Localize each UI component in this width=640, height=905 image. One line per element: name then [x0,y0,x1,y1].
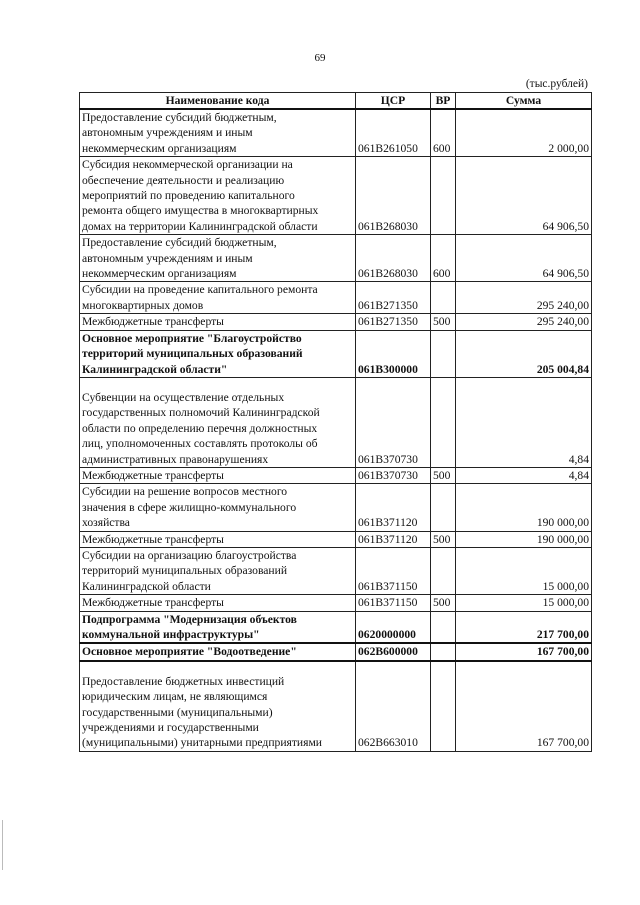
csr-cell: 061B370730 [356,377,431,467]
table-row [80,531,592,547]
csr-cell: 061B371120 [356,531,431,547]
sum-cell: 15 000,00 [456,595,592,611]
vr-cell [431,282,456,314]
name-cell: Предоставление бюджетных инвестиций юридическим лицам, не являющимся государственными (муниципальными) учреждениями и государственными (муниципальными) унитарными предприятиями [80,661,356,752]
budget-table [79,92,592,752]
name-cell: Основное мероприятие "Благоустройство территорий муниципальных образований Калининградской области" [80,330,356,377]
page-number: 69 [314,52,326,64]
vr-cell: 500 [431,531,456,547]
header-sum: Сумма [456,93,592,110]
vr-cell: 500 [431,595,456,611]
csr-cell: 061B261050 [356,109,431,157]
vr-cell: 500 [431,467,456,483]
csr-cell: 0620000000 [356,611,431,643]
csr-cell: 062B600000 [356,643,431,660]
vr-cell [431,330,456,377]
name-cell: Подпрограмма "Модернизация объектов коммунальной инфраструктуры" [80,611,356,643]
table-row [80,547,592,594]
header-vr: ВР [431,93,456,110]
sum-cell: 190 000,00 [456,484,592,531]
sum-cell: 2 000,00 [456,109,592,157]
csr-cell: 061B371120 [356,484,431,531]
csr-cell: 061B271350 [356,282,431,314]
name-cell: Субсидии на проведение капитального ремонта многоквартирных домов [80,282,356,314]
name-cell: Субсидии на организацию благоустройства территорий муниципальных образований Калининградской области [80,547,356,594]
name-cell: Межбюджетные трансферты [80,314,356,330]
sum-cell: 64 906,50 [456,157,592,235]
sum-cell: 190 000,00 [456,531,592,547]
table-row [80,235,592,282]
table-row [80,611,592,643]
table-row [80,467,592,483]
vr-cell [431,611,456,643]
table-header-row [80,93,592,110]
sum-cell: 217 700,00 [456,611,592,643]
table-row [80,282,592,314]
csr-cell: 061B371150 [356,547,431,594]
csr-cell: 062B663010 [356,661,431,752]
vr-cell [431,661,456,752]
sum-cell: 205 004,84 [456,330,592,377]
csr-cell: 061B370730 [356,467,431,483]
vr-cell [431,157,456,235]
csr-cell: 061B268030 [356,157,431,235]
vr-cell [431,547,456,594]
table-row [80,595,592,611]
header-name: Наименование кода [80,93,356,110]
sum-cell: 64 906,50 [456,235,592,282]
vr-cell [431,484,456,531]
vr-cell: 600 [431,109,456,157]
units-label: (тыс.рублей) [525,78,588,90]
table-row [80,314,592,330]
name-cell: Субсидия некоммерческой организации на обеспечение деятельности и реализацию мероприятий по проведению капитального ремонта общего имущества в многоквартирных домах на территории Калининградской области [80,157,356,235]
csr-cell: 061B300000 [356,330,431,377]
sum-cell: 167 700,00 [456,661,592,752]
margin-mark [2,820,3,870]
sum-cell: 167 700,00 [456,643,592,660]
table-body [80,109,592,751]
name-cell: Субвенции на осуществление отдельных государственных полномочий Калининградской области по определению перечня должностных лиц, уполномоченных составлять протоколы об административных правонарушениях [80,377,356,467]
name-cell: Межбюджетные трансферты [80,531,356,547]
csr-cell: 061B268030 [356,235,431,282]
name-cell: Основное мероприятие "Водоотведение" [80,643,356,660]
table-row [80,330,592,377]
vr-cell [431,377,456,467]
sum-cell: 4,84 [456,467,592,483]
name-cell: Межбюджетные трансферты [80,595,356,611]
csr-cell: 061B271350 [356,314,431,330]
name-cell: Предоставление субсидий бюджетным, автономным учреждениям и иным некоммерческим организациям [80,235,356,282]
table-row [80,157,592,235]
vr-cell: 500 [431,314,456,330]
table-row [80,643,592,660]
header-csr: ЦСР [356,93,431,110]
table-row [80,661,592,752]
name-cell: Предоставление субсидий бюджетным, автономным учреждениям и иным некоммерческим организациям [80,109,356,157]
vr-cell: 600 [431,235,456,282]
table-row [80,377,592,467]
name-cell: Межбюджетные трансферты [80,467,356,483]
table-row [80,109,592,157]
csr-cell: 061B371150 [356,595,431,611]
sum-cell: 4,84 [456,377,592,467]
sum-cell: 295 240,00 [456,314,592,330]
name-cell: Субсидии на решение вопросов местного значения в сфере жилищно-коммунального хозяйства [80,484,356,531]
vr-cell [431,643,456,660]
sum-cell: 295 240,00 [456,282,592,314]
table-row [80,484,592,531]
sum-cell: 15 000,00 [456,547,592,594]
